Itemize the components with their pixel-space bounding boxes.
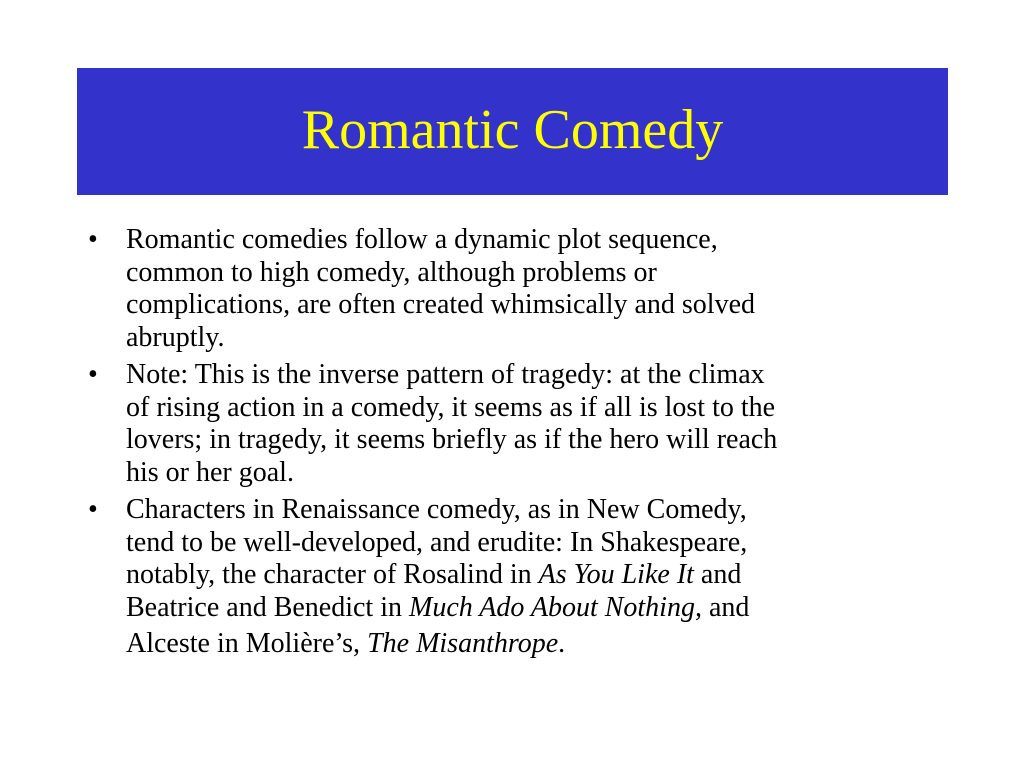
play-title: As You Like It (538, 559, 694, 590)
text-line: tend to be well-developed, and erudite: In Shakespeare, (126, 526, 748, 558)
text-segment: . (558, 628, 566, 659)
bullet-icon: • (88, 494, 98, 525)
bullet-item (88, 494, 938, 661)
text-line: abruptly. (126, 321, 225, 353)
play-title: Much Ado About Nothing, (409, 591, 702, 623)
text-segment: Alceste in Molière’s, (126, 628, 368, 659)
bullet-text (126, 494, 938, 661)
bullet-icon: • (88, 224, 98, 255)
text-line (126, 628, 938, 661)
text-line (126, 559, 938, 592)
slide-title: Romantic Comedy (301, 98, 724, 161)
text-segment: Beatrice and Benedict in (126, 591, 409, 623)
text-line: Romantic comedies follow a dynamic plot sequence, (126, 224, 718, 255)
text-segment: and (701, 591, 750, 623)
text-line: common to high comedy, although problems or (126, 256, 657, 288)
title-band (77, 68, 948, 195)
bullet-icon: • (88, 359, 98, 390)
bullet-text (126, 359, 938, 489)
text-line: his or her goal. (126, 456, 294, 488)
bullet-text (126, 224, 938, 354)
text-segment: and (693, 559, 742, 590)
text-line: Note: This is the inverse pattern of tragedy: at the climax (126, 359, 765, 390)
text-line: of rising action in a comedy, it seems as if all is lost to the (126, 391, 776, 423)
bullet-item (88, 359, 938, 489)
bullet-item (88, 224, 938, 354)
text-line: complications, are often created whimsically and solved (126, 289, 756, 320)
text-line (126, 592, 938, 625)
text-segment: notably, the character of Rosalind in (126, 559, 539, 590)
text-line: lovers; in tragedy, it seems briefly as if the hero will reach (126, 424, 778, 455)
play-title: The Misanthrope (367, 628, 559, 659)
bullet-list (88, 224, 938, 666)
text-line: Characters in Renaissance comedy, as in New Comedy, (126, 494, 747, 525)
